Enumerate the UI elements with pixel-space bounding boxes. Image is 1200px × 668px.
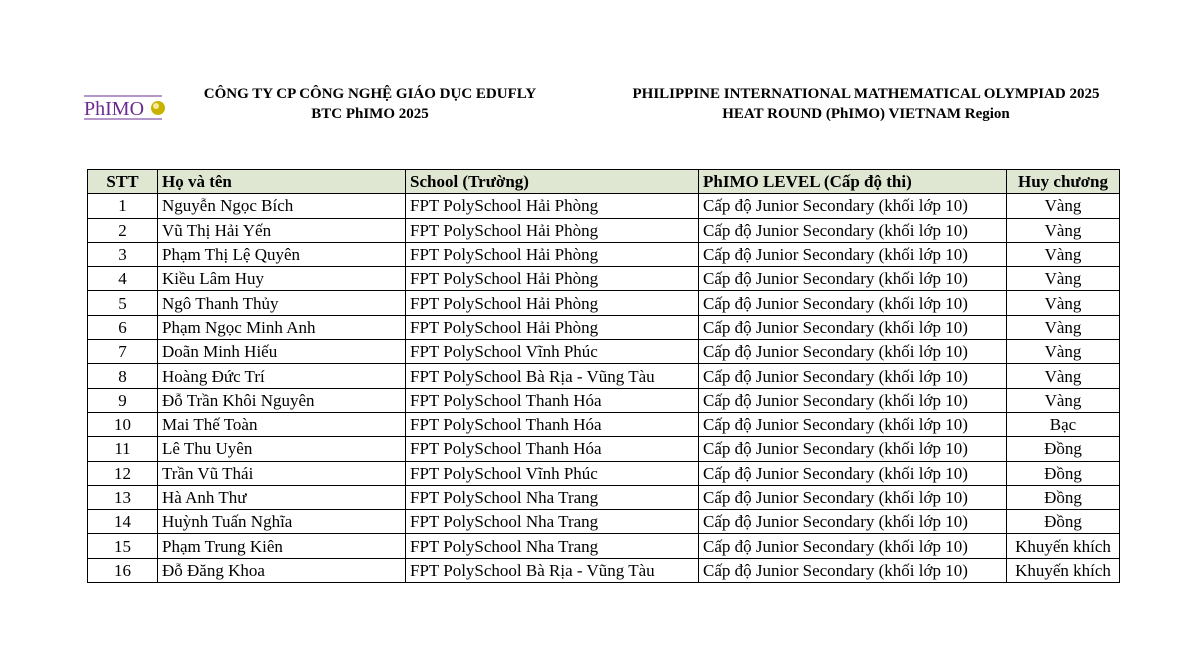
cell-medal: Bạc [1007,412,1120,436]
cell-name: Hà Anh Thư [158,485,406,509]
cell-stt: 8 [88,364,158,388]
competition-header [600,84,1132,124]
cell-stt: 1 [88,194,158,218]
cell-medal: Vàng [1007,340,1120,364]
table-header-row [88,170,1120,194]
cell-school: FPT PolySchool Thanh Hóa [406,437,699,461]
cell-stt: 11 [88,437,158,461]
cell-school: FPT PolySchool Nha Trang [406,485,699,509]
cell-medal: Vàng [1007,242,1120,266]
cell-stt: 4 [88,267,158,291]
cell-medal: Đồng [1007,437,1120,461]
cell-stt: 12 [88,461,158,485]
cell-medal: Đồng [1007,485,1120,509]
column-header-medal: Huy chương [1007,170,1120,194]
company-name: CÔNG TY CP CÔNG NGHỆ GIÁO DỤC EDUFLY [203,86,537,102]
table-row [88,194,1120,218]
cell-stt: 6 [88,315,158,339]
cell-name: Hoàng Đức Trí [158,364,406,388]
cell-stt: 7 [88,340,158,364]
cell-school: FPT PolySchool Hải Phòng [406,194,699,218]
cell-school: FPT PolySchool Thanh Hóa [406,388,699,412]
cell-name: Nguyễn Ngọc Bích [158,194,406,218]
cell-school: FPT PolySchool Bà Rịa - Vũng Tàu [406,558,699,582]
cell-medal: Đồng [1007,510,1120,534]
table-row [88,315,1120,339]
cell-stt: 2 [88,218,158,242]
cell-stt: 10 [88,412,158,436]
table-row [88,267,1120,291]
cell-medal: Vàng [1007,267,1120,291]
column-header-level: PhIMO LEVEL (Cấp độ thi) [699,170,1007,194]
cell-school: FPT PolySchool Bà Rịa - Vũng Tàu [406,364,699,388]
table-row [88,242,1120,266]
table-row [88,364,1120,388]
cell-name: Ngô Thanh Thủy [158,291,406,315]
competition-round: HEAT ROUND (PhIMO) VIETNAM Region [722,106,1010,122]
cell-level: Cấp độ Junior Secondary (khối lớp 10) [699,510,1007,534]
cell-medal: Vàng [1007,315,1120,339]
cell-level: Cấp độ Junior Secondary (khối lớp 10) [699,340,1007,364]
table-row [88,218,1120,242]
table-row [88,534,1120,558]
cell-school: FPT PolySchool Thanh Hóa [406,412,699,436]
cell-stt: 9 [88,388,158,412]
cell-name: Lê Thu Uyên [158,437,406,461]
cell-medal: Đồng [1007,461,1120,485]
cell-name: Đỗ Đăng Khoa [158,558,406,582]
cell-level: Cấp độ Junior Secondary (khối lớp 10) [699,315,1007,339]
cell-level: Cấp độ Junior Secondary (khối lớp 10) [699,267,1007,291]
cell-stt: 15 [88,534,158,558]
cell-medal: Khuyến khích [1007,558,1120,582]
cell-level: Cấp độ Junior Secondary (khối lớp 10) [699,412,1007,436]
cell-stt: 13 [88,485,158,509]
cell-name: Phạm Ngọc Minh Anh [158,315,406,339]
cell-school: FPT PolySchool Hải Phòng [406,291,699,315]
cell-level: Cấp độ Junior Secondary (khối lớp 10) [699,364,1007,388]
cell-level: Cấp độ Junior Secondary (khối lớp 10) [699,437,1007,461]
cell-level: Cấp độ Junior Secondary (khối lớp 10) [699,558,1007,582]
table-row [88,340,1120,364]
cell-level: Cấp độ Junior Secondary (khối lớp 10) [699,485,1007,509]
cell-name: Đỗ Trần Khôi Nguyên [158,388,406,412]
table-row [88,558,1120,582]
cell-medal: Vàng [1007,364,1120,388]
table-row [88,388,1120,412]
table-row [88,437,1120,461]
cell-stt: 3 [88,242,158,266]
column-header-school: School (Trường) [406,170,699,194]
cell-level: Cấp độ Junior Secondary (khối lớp 10) [699,388,1007,412]
cell-level: Cấp độ Junior Secondary (khối lớp 10) [699,242,1007,266]
cell-school: FPT PolySchool Hải Phòng [406,242,699,266]
cell-school: FPT PolySchool Nha Trang [406,534,699,558]
cell-stt: 16 [88,558,158,582]
cell-school: FPT PolySchool Nha Trang [406,510,699,534]
table-row [88,510,1120,534]
cell-level: Cấp độ Junior Secondary (khối lớp 10) [699,194,1007,218]
cell-medal: Khuyến khích [1007,534,1120,558]
cell-level: Cấp độ Junior Secondary (khối lớp 10) [699,291,1007,315]
cell-name: Doãn Minh Hiếu [158,340,406,364]
cell-name: Mai Thế Toàn [158,412,406,436]
cell-name: Huỳnh Tuấn Nghĩa [158,510,406,534]
cell-medal: Vàng [1007,218,1120,242]
results-table [87,169,1120,583]
cell-school: FPT PolySchool Hải Phòng [406,315,699,339]
cell-stt: 5 [88,291,158,315]
phimo-logo-icon [82,92,166,122]
organizer-header [180,84,560,124]
table-row [88,461,1120,485]
cell-school: FPT PolySchool Vĩnh Phúc [406,461,699,485]
competition-title: PHILIPPINE INTERNATIONAL MATHEMATICAL OLYMPIAD 2025 [632,86,1100,102]
table-row [88,291,1120,315]
cell-school: FPT PolySchool Hải Phòng [406,218,699,242]
table-row [88,412,1120,436]
cell-name: Vũ Thị Hải Yến [158,218,406,242]
organizing-committee: BTC PhIMO 2025 [311,106,429,122]
cell-level: Cấp độ Junior Secondary (khối lớp 10) [699,534,1007,558]
cell-name: Phạm Trung Kiên [158,534,406,558]
table-row [88,485,1120,509]
cell-medal: Vàng [1007,388,1120,412]
logo-text: PhIMO [84,98,145,120]
cell-level: Cấp độ Junior Secondary (khối lớp 10) [699,461,1007,485]
cell-medal: Vàng [1007,194,1120,218]
column-header-name: Họ và tên [158,170,406,194]
cell-stt: 14 [88,510,158,534]
cell-name: Phạm Thị Lệ Quyên [158,242,406,266]
cell-name: Kiều Lâm Huy [158,267,406,291]
cell-name: Trần Vũ Thái [158,461,406,485]
phimo-logo [82,92,166,122]
cell-medal: Vàng [1007,291,1120,315]
cell-level: Cấp độ Junior Secondary (khối lớp 10) [699,218,1007,242]
cell-school: FPT PolySchool Vĩnh Phúc [406,340,699,364]
cell-school: FPT PolySchool Hải Phòng [406,267,699,291]
column-header-stt: STT [88,170,158,194]
